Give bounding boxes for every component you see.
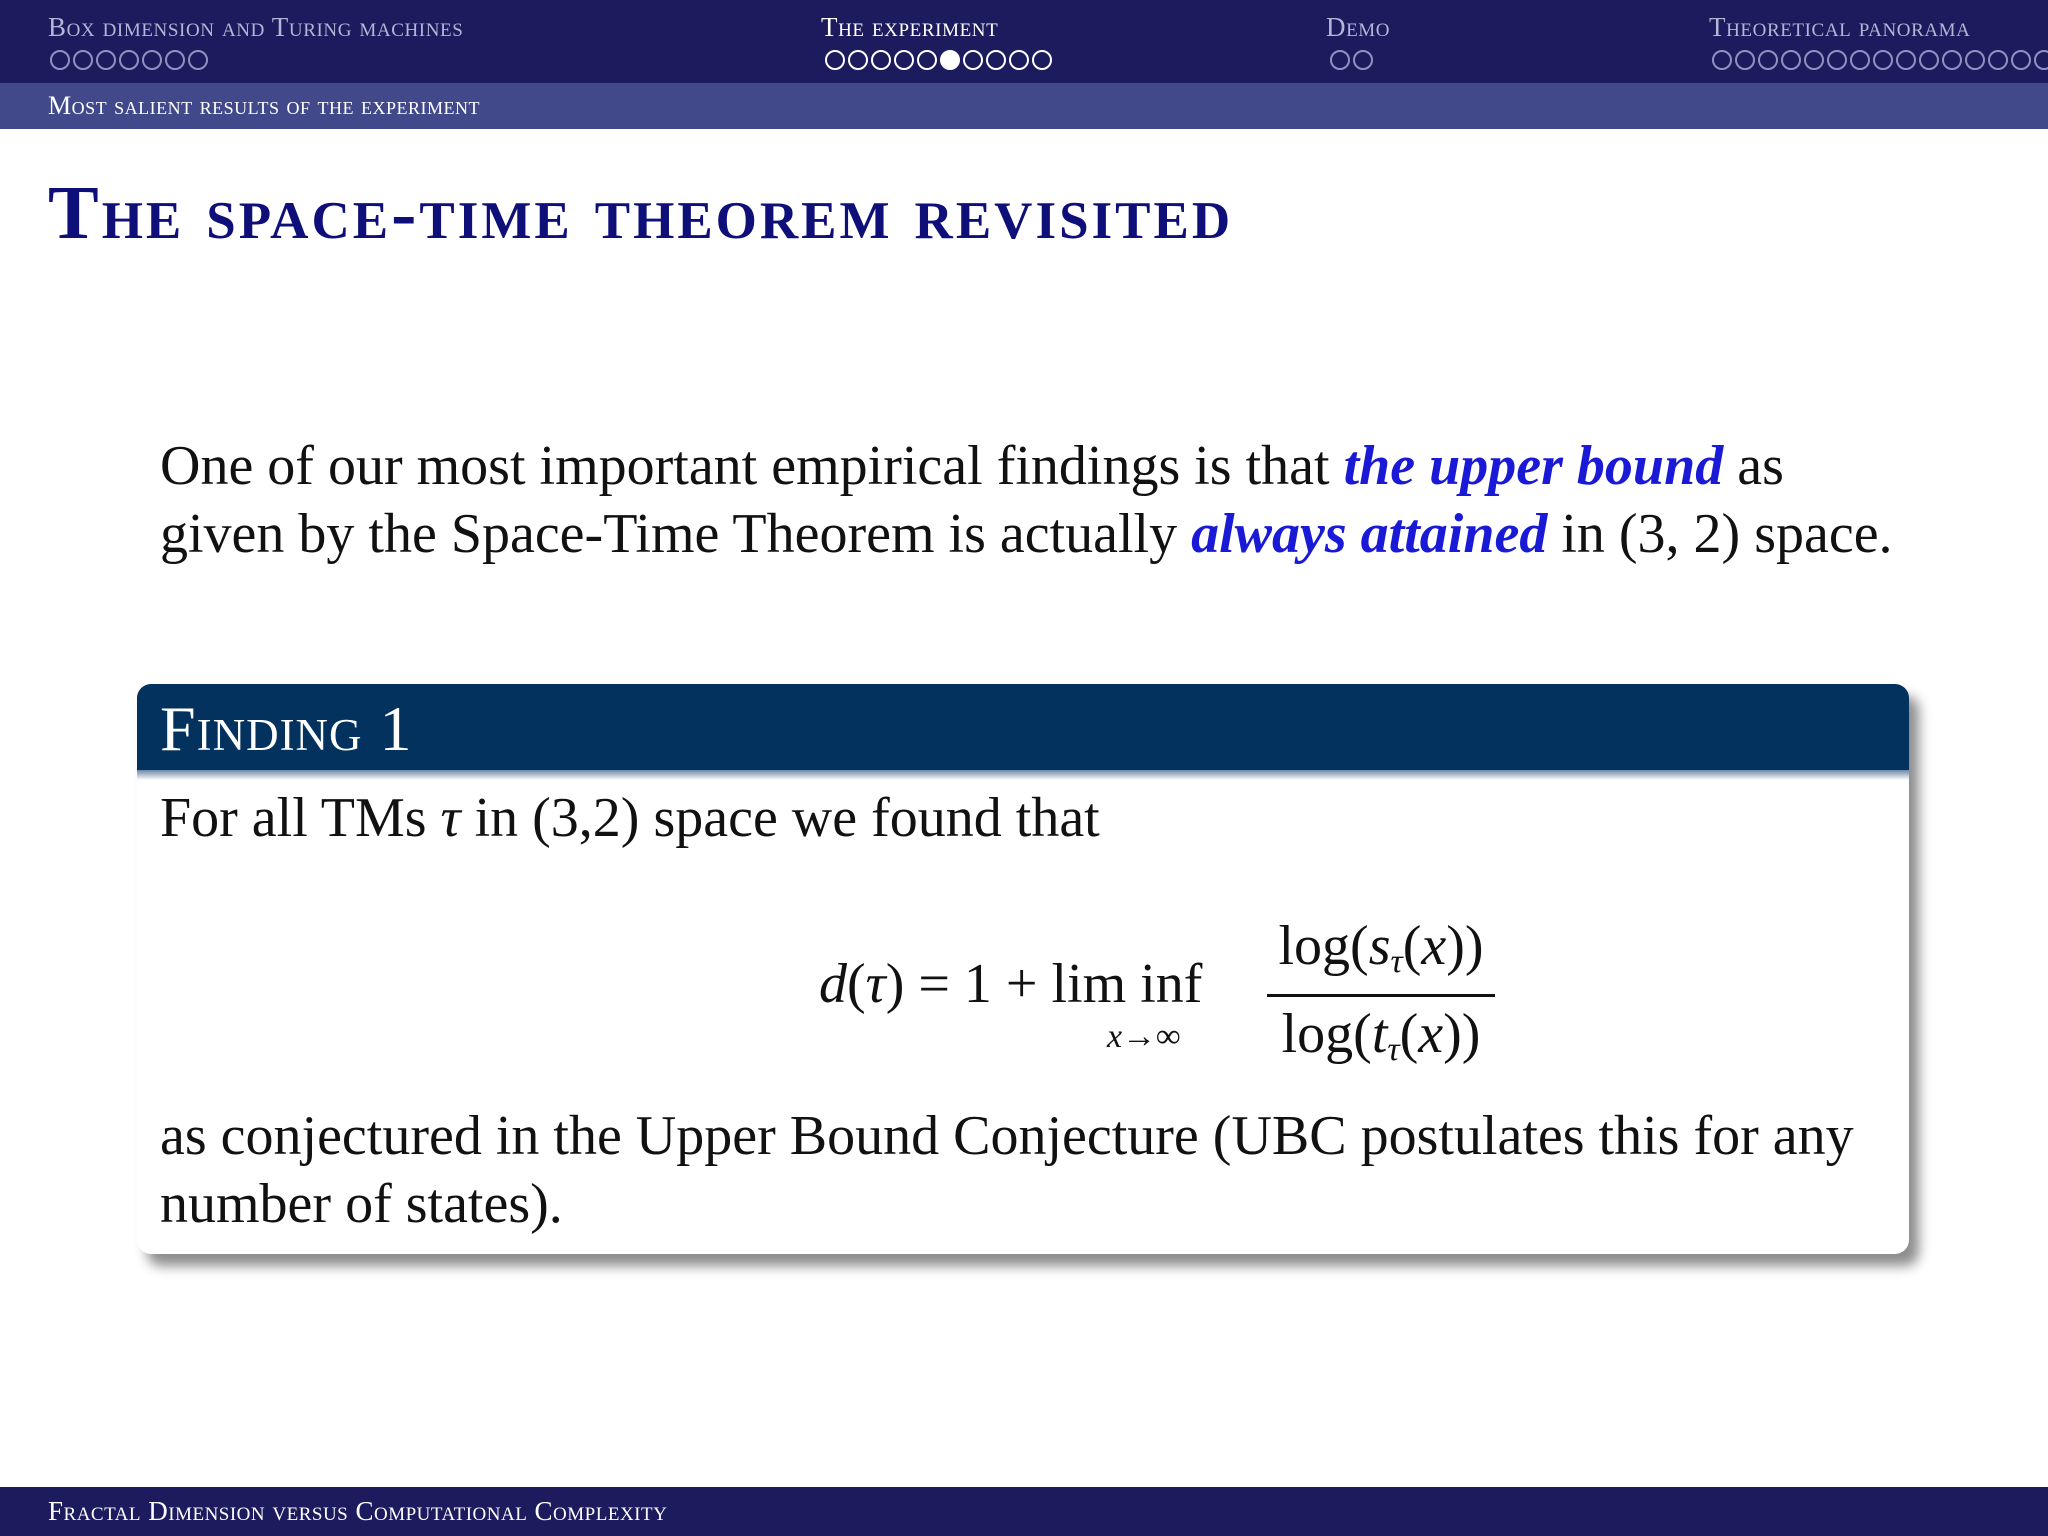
nav-dot-icon[interactable]: [1919, 50, 1939, 70]
nav-dots-experiment: [825, 50, 1052, 70]
intro-text-3: in (3, 2) space.: [1547, 503, 1893, 565]
footer-title: Fractal Dimension versus Computational Complexity: [48, 1496, 668, 1526]
nav-dot-icon[interactable]: [50, 50, 70, 70]
nav-dot-icon[interactable]: [73, 50, 93, 70]
finding-title: Finding 1: [160, 693, 413, 764]
nav-dot-icon[interactable]: [1873, 50, 1893, 70]
navigation-bar: [0, 0, 2048, 83]
nav-section-experiment[interactable]: The experiment: [821, 12, 999, 42]
finding-block-header: [137, 684, 1909, 770]
nav-dot-icon[interactable]: [1827, 50, 1847, 70]
nav-dots-box-dimension: [50, 50, 208, 70]
nav-section-box-dimension[interactable]: Box dimension and Turing machines: [48, 12, 464, 42]
nav-dot-icon[interactable]: [1988, 50, 2008, 70]
nav-dot-icon[interactable]: [188, 50, 208, 70]
nav-dot-icon[interactable]: [1781, 50, 1801, 70]
formula-limit-subscript: x→∞: [1107, 1018, 1181, 1055]
finding-block: [137, 684, 1909, 1254]
nav-section-demo[interactable]: Demo: [1326, 12, 1391, 42]
formula-lhs: d(τ) = 1 + lim inf: [819, 953, 1203, 1015]
nav-dot-icon[interactable]: [1804, 50, 1824, 70]
nav-dot-icon[interactable]: [1896, 50, 1916, 70]
nav-dots-theoretical-panorama: [1712, 50, 2048, 70]
nav-dot-icon[interactable]: [963, 50, 983, 70]
nav-dot-icon[interactable]: [1850, 50, 1870, 70]
finding-conclusion: as conjectured in the Upper Bound Conjecture (UBC postulates this for any number of states).: [160, 1105, 1854, 1235]
nav-dot-icon[interactable]: [96, 50, 116, 70]
nav-dot-icon[interactable]: [1009, 50, 1029, 70]
finding-text-pre: For all TMs: [160, 787, 441, 849]
frame-title: The space-time theorem revisited: [48, 171, 1234, 255]
intro-emphasis-always-attained: always attained: [1191, 503, 1548, 565]
nav-dots-demo: [1330, 50, 1373, 70]
nav-dot-icon[interactable]: [119, 50, 139, 70]
nav-dot-icon[interactable]: [2034, 50, 2048, 70]
fraction-bar: [1267, 994, 1495, 997]
subsection-bar: [0, 83, 2048, 129]
nav-dot-icon[interactable]: [940, 50, 960, 70]
nav-dot-icon[interactable]: [1965, 50, 1985, 70]
nav-dot-icon[interactable]: [1330, 50, 1350, 70]
intro-paragraph: [160, 432, 1920, 568]
nav-dot-icon[interactable]: [871, 50, 891, 70]
nav-section-theoretical-panorama[interactable]: Theoretical panorama: [1709, 12, 1971, 42]
intro-text-2: as given by the Space-Time Theorem is actually: [160, 435, 1784, 565]
finding-statement: [160, 784, 1100, 852]
footer-bar: [0, 1487, 2048, 1536]
formula-denominator: log(tτ(x)): [1281, 1003, 1481, 1068]
nav-dot-icon[interactable]: [165, 50, 185, 70]
nav-dot-icon[interactable]: [825, 50, 845, 70]
nav-dot-icon[interactable]: [1712, 50, 1732, 70]
nav-dot-icon[interactable]: [848, 50, 868, 70]
nav-dot-icon[interactable]: [917, 50, 937, 70]
finding-text-post: in (3,2) space we found that: [460, 787, 1100, 849]
nav-dot-icon[interactable]: [1353, 50, 1373, 70]
intro-text-1: One of our most important empirical findings is that: [160, 435, 1344, 497]
nav-dot-icon[interactable]: [142, 50, 162, 70]
nav-dot-icon[interactable]: [2011, 50, 2031, 70]
nav-dot-icon[interactable]: [1942, 50, 1962, 70]
formula-numerator: log(sτ(x)): [1278, 915, 1484, 980]
nav-dot-icon[interactable]: [1735, 50, 1755, 70]
dimension-formula: [819, 906, 1519, 1066]
intro-emphasis-upper-bound: the upper bound: [1343, 435, 1724, 497]
nav-dot-icon[interactable]: [894, 50, 914, 70]
nav-dot-icon[interactable]: [986, 50, 1006, 70]
subsection-title[interactable]: Most salient results of the experiment: [48, 91, 480, 120]
tau-variable: τ: [440, 787, 461, 849]
nav-dot-icon[interactable]: [1758, 50, 1778, 70]
nav-dot-icon[interactable]: [1032, 50, 1052, 70]
